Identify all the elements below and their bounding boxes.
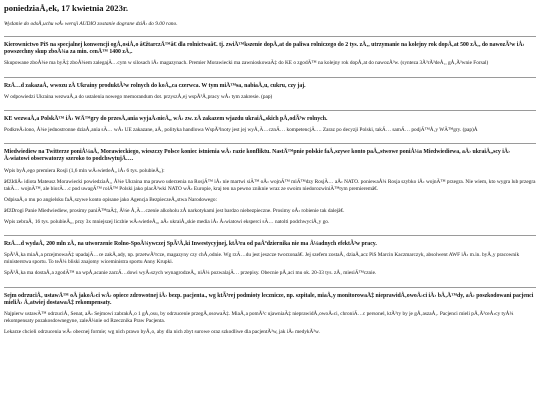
news-headline: RzÄ…d zakazaÅ‚ wwozu zÅ Ukrainy produktÃ³w rolnych do koÅ„ca czerwca. W tym miÄ™sa, nabiaÅ‚u, cukru, czy jaj. — [4, 82, 306, 89]
news-paragraph: OdpisaÅ‚o mu po angielsku faÅ‚szywe konto opisane jako Agencja BezpieczeÅ„stwa Narodowego: — [4, 196, 217, 203]
news-headline: Kierownictwo PiS na specjalnej konwencji ogÅ‚osiÅ‚o â€žtarczÄ™â€ dla rolnictwaâ€. tj. zwiÄ™kszenie dopÅ‚at do paliwa rolniczego do 2 tys. zÅ‚, utrzymanie na kolejny rok dopÅ‚at 500 zÅ‚, do nawozÃ³w iÅ› powszechny skup zboÅ¼a za min. cenÄ™ 1400 zÅ‚. — [4, 42, 525, 56]
news-headline: RzÄ…d wydaÅ‚ 200 mln zÅ‚ na utworzenie Rolno-SpoÅ¼ywczej SpÃ³Å‚ki Inwestycyjnej, ktÃ³ra od paÅºdziernika nie ma Å¼adnych efektÃ³w pracy. — [4, 241, 377, 248]
divider — [4, 36, 536, 37]
news-item — [4, 293, 536, 337]
news-paragraph: SpÃ³Å‚ka miaÅ‚a przejmowaÄ‡ upadajÄ…ce zakÅ‚ady, np. przetwÃ³rcze, magazyny czy chÅ‚odnie. Wg rzÄ…du jest jeszcze tworzonaâ€. Jej szefem zostaÅ‚ dziaÅ‚acz PiS Marcin Kaczmarczyk, absolwent AWF iÅ› m.in. byÅ‚y pracownik ministerstwa sportu. To teÅ¼ bliski znajomy wiceministra sportu Anny Krupki. — [4, 252, 520, 266]
news-headline: Sejm odrzuciÅ‚ ustawÄ™ oÅ jakoÅ›ci wÅ› opiece zdrowotnej iÅ› bezp. pacjenta., wg ktÃ³rej podmioty lecznicze, np. szpitale, miaÅ‚y monitorowaÄ‡ nieprawidÅ‚owoÅ›ci iÅ› bÅ‚Ä™dy, aÅ› poszkodowani pacjenci mieliÅ› Å‚atwiej dostawaÄ‡ rekompensaty. — [4, 292, 534, 306]
news-item — [4, 42, 536, 68]
divider — [4, 77, 536, 78]
news-paragraph: Najpierw ustawÄ™ odrzuciÅ‚ Senat, aÅ› Sejmowi zabrakÅ‚o 1 gÅ‚osu, by odrzucenie przegÅ‚osowaÄ‡. MiaÅ‚a pomÃ³c ujawniaÄ‡ nieprawidÅ‚owoÅ›ci, chroniÄ…c personel, ktÃ³ry by je gÅ‚aszaÅ‚. Pacjenci mieli pÅ‚Ã³ceÅ›cy tyÅ¼ rekompensaty pozakosdownegyne, zaleÅ¼nie od Rzecznika Praw Pacjenta. — [4, 310, 514, 325]
divider — [4, 235, 536, 236]
news-paragraph: Wpis zebraÅ‚ 16 tys. polubieÅ„, przy 3x mniejszej liczbie wÅ›wietleÅ„, aÅ› ukraiÅ„skie media iÅ› Å›wiatowi eksperci sÄ… natolti podchwyciÅ‚y go. — [4, 218, 330, 225]
news-paragraph: Wpis byÅ‚ego premiera Rosji (1,6 mln wÅ›wietleÅ„ iÅ› 6 tys. polubieÅ„): — [4, 167, 165, 174]
audio-note: Wydanie do odsÅ‚uchu wÅ› wersji AUDIO zostanie dograne dziÅ› do 9.00 rano. — [4, 21, 178, 27]
news-paragraph: SpÃ³Å‚ka ma dostaÅ‚a zgodÄ™ na wpÅ‚acanie zarzÄ…dowi wyÅ›szych wynagrodzeÅ„ niÅ¼ pozwalajÄ… przepisy. Obecnie pÅ‚aci mu ok. 20-33 tys. zÅ‚ miesiÄ™cznie. — [4, 270, 377, 277]
news-paragraph: W odpowiedzi Ukraina wezwaÅ‚a do ustalenia nowego memorandum dot. przyszÅ‚ej wspÃ³Å‚pracy wÅ› tym zakresie. (pap) — [4, 93, 273, 100]
news-headline: KE wezwaÅ‚a PolskÄ™ iÅ› WÄ™gry do przesÅ‚ania wyjaÅ›nieÅ„ wÅ› zw. zÅ zakazem wjazdu ukraiÅ„skich pÅ‚odÃ³w rolnych. — [4, 115, 328, 122]
news-item — [4, 149, 536, 226]
divider — [4, 143, 536, 144]
divider — [4, 287, 536, 288]
news-paragraph: Skupowane zboÅ¼e ma byÄ‡ zboÅ¼em zalegajÄ…cym w silosach iÅ› magazynach. Premier Morawiecki ma zawnioskowaÄ‡ do KE o zgodÄ™ na kolejny rok dopÅ‚at do nawozÃ³w. (synteza 3Ã³rÃ³deÅ‚, gÅ‚Ã³wnie Forsal) — [4, 60, 489, 67]
news-item — [4, 83, 536, 101]
divider — [4, 110, 536, 111]
document-date: poniedziaÅ‚ek, 17 kwietnia 2023r. — [4, 3, 129, 13]
news-paragraph: â€žDrogi Panie Miedwiediew, prosimy paniÄ™taÄ‡, Å¼e Å‚Ä…czenie alkoholu zÅ narkotykami jest bardzo niebezpieczne. Prosimy oÅ› robienie tak dalejâ€. — [4, 207, 345, 214]
news-paragraph: PodkreÅ›lono, Å¼e jednostronne dziaÅ‚ania sÄ… wÅ› UE zakazane, aÅ‚ polityka handlowa WspÃ³lnoty jest jej wyÅ‚Ä…cznÄ… kompetencjÄ…. Zaraz po decyzji Polski, takÄ… samÄ… podjÄ™Å‚y WÄ™gry. (pap)Å — [4, 127, 478, 133]
news-item — [4, 241, 536, 277]
news-item — [4, 116, 536, 134]
news-paragraph: â€žIdiÅ› idiota Mateusz Morawiecki powiedziaÅ‚, Å¼e Ukraina ma prawo uderzenia na RosjÄ™ iÅ› nie martwi siÄ™ oÅ› wojnÄ™ miÄ™dzy RosjÄ… aÅ› NATO. poniewaÅ¼ Rosja szybko iÅ› wojnÄ™ przegra. Nie wiem, kto wygra lub przegra takÄ… wojnÄ™, ale biorÄ…c pod uwagÄ™ rolÄ™ Polski jako placÃ³wki NATO wÅ› Europie, kraj ten na pewno zniknie wraz ze swoim niedorozwiniÄ™tym premieremâ€. — [4, 178, 536, 192]
news-paragraph: Lekarze chcieli odrzucenia wÅ› obecnej formie; wg nich prawo byÅ‚o, aby dla nich zbyt surowe oraz szkodliwe dla pacjentÃ³w, jak iÅ› medykÃ³w. — [4, 329, 320, 336]
news-headline: Miedwiediew na Twitterze poniÅ¼aÅ‚ Morawieckiego, wieszczy Polsce koniec istnienia wÅ› razie konfliktu. NastÄ™pnie polskie faÅ‚szywe konto paÅ„stwowe poniÅ¼a Miedwiediewa, aÅ› ukraiÅ„scy iÅ› Å›wiatowi obserwatorzy szeroko to podchwytujÄ…. — [4, 149, 511, 163]
